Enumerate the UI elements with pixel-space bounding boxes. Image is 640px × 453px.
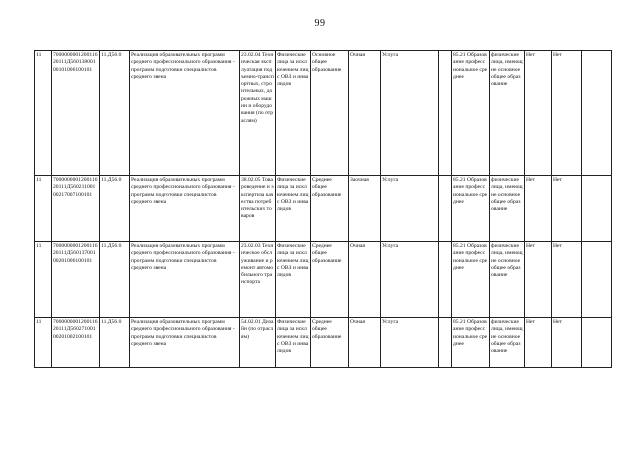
education-level: Среднее общее образование	[311, 242, 349, 318]
flag-cell: Нет	[525, 318, 552, 368]
okved-code: 85.21 Образование профессиональное среднее	[452, 242, 490, 318]
empty-cell	[439, 242, 452, 318]
flag-cell: Нет	[552, 318, 582, 368]
flag-cell: Нет	[552, 242, 582, 318]
consumer-category: Физические лица за исключением лиц с ОВЗ и инвалидов	[276, 176, 311, 242]
empty-cell	[582, 318, 612, 368]
study-form: Очная	[349, 242, 381, 318]
consumers: физические лица, имеющие основное общее образование	[490, 318, 525, 368]
service-code: 11.Д56.0	[100, 51, 130, 176]
registry-code: 700000000120011620111Д56013800100101006100101	[52, 51, 100, 176]
registry-code: 700000000120011620111Д56013700100201006100101	[52, 242, 100, 318]
row-number: 11	[35, 242, 52, 318]
study-form: Очная	[349, 51, 381, 176]
flag-cell: Нет	[525, 176, 552, 242]
specialty: 23.02.04 Техническая эксплуатация подъемно-транспортных, строительных, дорожных машин и оборудования (по отраслям)	[240, 51, 276, 176]
flag-cell: Нет	[525, 242, 552, 318]
okved-code: 85.21 Образование профессиональное среднее	[452, 51, 490, 176]
specialty: 38.02.05 Товароведение и экспертиза качества потребительских товаров	[240, 176, 276, 242]
study-form: Заочная	[349, 176, 381, 242]
program-name: Реализация образовательных программ среднего профессионального образования - программ подготовки специалистов среднего звена	[130, 51, 240, 176]
consumers: физические лица, имеющие основное общее образование	[490, 51, 525, 176]
table-row	[35, 51, 612, 176]
specialty: 23.02.03 Техническое обслуживание и ремонт автомобильного транспорта	[240, 242, 276, 318]
page-number: 99	[314, 18, 326, 29]
empty-cell	[582, 176, 612, 242]
empty-cell	[582, 242, 612, 318]
flag-cell: Нет	[552, 176, 582, 242]
okved-code: 85.21 Образование профессиональное среднее	[452, 176, 490, 242]
program-name: Реализация образовательных программ среднего профессионального образования - программ подготовки специалистов среднего звена	[130, 318, 240, 368]
education-level: Основное общее образование	[311, 51, 349, 176]
consumer-category: Физические лица за исключением лиц с ОВЗ и инвалидов	[276, 51, 311, 176]
row-number: 11	[35, 176, 52, 242]
consumer-category: Физические лица за исключением лиц с ОВЗ и инвалидов	[276, 318, 311, 368]
consumer-category: Физические лица за исключением лиц с ОВЗ и инвалидов	[276, 242, 311, 318]
okved-code: 85.21 Образование профессиональное среднее	[452, 318, 490, 368]
consumers: физические лица, имеющие основное общее образование	[490, 242, 525, 318]
study-form: Очная	[349, 318, 381, 368]
registry-code: 700000000120011620111Д56021100100217007100101	[52, 176, 100, 242]
empty-cell	[439, 176, 452, 242]
service-type: Услуга	[381, 51, 439, 176]
education-level: Среднее общее образование	[311, 318, 349, 368]
service-code: 11.Д56.0	[100, 318, 130, 368]
row-number: 11	[35, 51, 52, 176]
service-type: Услуга	[381, 242, 439, 318]
registry-code: 700000000120011620111Д56027100100201002100101	[52, 318, 100, 368]
table-row	[35, 176, 612, 242]
services-table	[34, 50, 612, 368]
specialty: 54.02.01 Дизайн (по отраслям)	[240, 318, 276, 368]
empty-cell	[582, 51, 612, 176]
service-code: 11.Д56.0	[100, 176, 130, 242]
empty-cell	[439, 51, 452, 176]
program-name: Реализация образовательных программ среднего профессионального образования - программ подготовки специалистов среднего звена	[130, 242, 240, 318]
table-row	[35, 242, 612, 318]
service-code: 11.Д56.0	[100, 242, 130, 318]
empty-cell	[439, 318, 452, 368]
table-row	[35, 318, 612, 368]
flag-cell: Нет	[525, 51, 552, 176]
service-type: Услуга	[381, 318, 439, 368]
row-number: 11	[35, 318, 52, 368]
education-level: Среднее общее образование	[311, 176, 349, 242]
flag-cell: Нет	[552, 51, 582, 176]
consumers: физические лица, имеющие основное общее образование	[490, 176, 525, 242]
service-type: Услуга	[381, 176, 439, 242]
program-name: Реализация образовательных программ среднего профессионального образования - программ подготовки специалистов среднего звена	[130, 176, 240, 242]
